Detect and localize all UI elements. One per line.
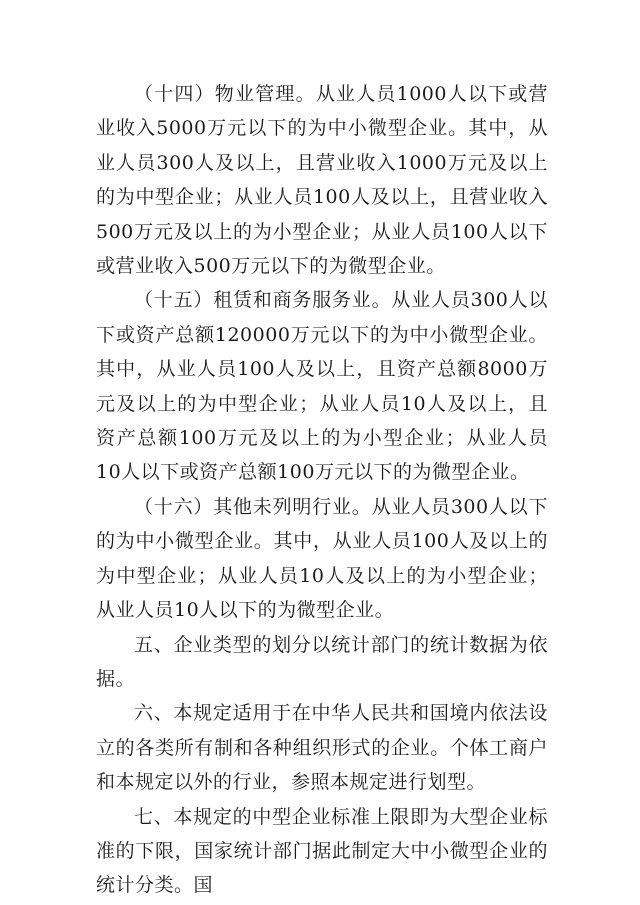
document-body [96,77,548,903]
paragraph-property-management: （十四）物业管理。从业人员1000人以下或营业收入5000万元以下的为中小微型企业。其中，从业人员300人及以上，且营业收入1000万元及以上的为中型企业；从业人员100人及以上，且营业收入500万元及以上的为小型企业；从业人员100人以下或营业收入500万元以下的为微型企业。 [96,83,548,278]
paragraph-leasing-business-services: （十五）租赁和商务服务业。从业人员300人以下或资产总额120000万元以下的为中小微型企业。其中，从业人员100人及以上，且资产总额8000万元及以上的为中型企业；从业人员10人及以上，且资产总额100万元及以上的为小型企业；从业人员10人以下或资产总额100万元以下的为微型企业。 [96,289,548,484]
paragraph-article-5: 五、企业类型的划分以统计部门的统计数据为依据。 [96,633,548,690]
paragraph-article-6: 六、本规定适用于在中华人民共和国境内依法设立的各类所有制和各种组织形式的企业。个体工商户和本规定以外的行业，参照本规定进行划型。 [96,702,548,794]
paragraph-article-7: 七、本规定的中型企业标准上限即为大型企业标准的下限，国家统计部门据此制定大中小微型企业的统计分类。国 [96,805,548,897]
paragraph-other-industries: （十六）其他未列明行业。从业人员300人以下的为中小微型企业。其中，从业人员100人及以上的为中型企业；从业人员10人及以上的为小型企业；从业人员10人以下的为微型企业。 [96,495,548,622]
